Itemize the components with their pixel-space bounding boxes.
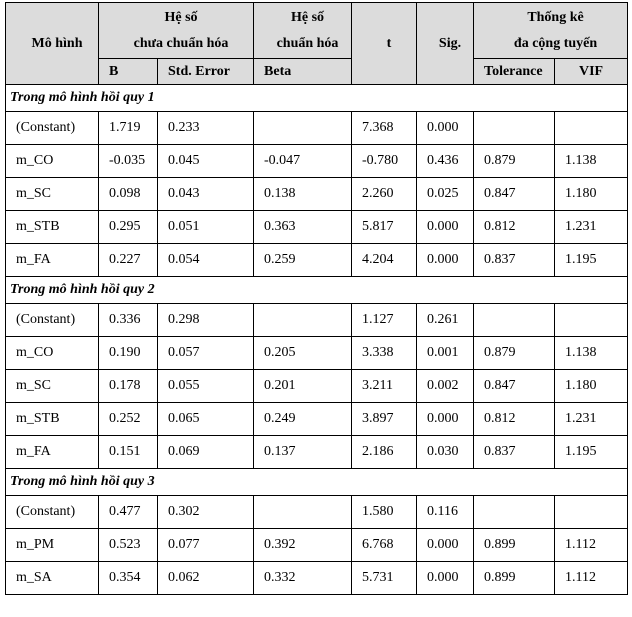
vif-cell: 1.180	[555, 370, 628, 403]
sig-cell: 0.000	[417, 211, 474, 244]
variable-cell: (Constant)	[6, 112, 99, 145]
table-row	[6, 496, 628, 529]
col-header-sig: Sig.	[417, 3, 474, 85]
sig-cell: 0.000	[417, 529, 474, 562]
sig-cell: 0.000	[417, 112, 474, 145]
std-error-cell: 0.065	[158, 403, 254, 436]
tolerance-cell	[474, 112, 555, 145]
std-error-cell: 0.055	[158, 370, 254, 403]
col-header-beta: Beta	[254, 59, 352, 85]
table-row	[6, 403, 628, 436]
beta-cell: 0.137	[254, 436, 352, 469]
b-cell: 0.477	[99, 496, 158, 529]
std-error-cell: 0.069	[158, 436, 254, 469]
variable-cell: (Constant)	[6, 496, 99, 529]
std-error-cell: 0.302	[158, 496, 254, 529]
tolerance-cell: 0.879	[474, 337, 555, 370]
t-cell: 2.260	[352, 178, 417, 211]
table-row	[6, 211, 628, 244]
tolerance-cell: 0.899	[474, 529, 555, 562]
col-header-model: Mô hình	[6, 3, 99, 85]
t-cell: -0.780	[352, 145, 417, 178]
sig-cell: 0.001	[417, 337, 474, 370]
vif-cell: 1.231	[555, 403, 628, 436]
sig-cell: 0.030	[417, 436, 474, 469]
col-header-tolerance: Tolerance	[474, 59, 555, 85]
tolerance-cell: 0.837	[474, 436, 555, 469]
variable-cell: m_PM	[6, 529, 99, 562]
vif-cell	[555, 496, 628, 529]
b-cell: 0.336	[99, 304, 158, 337]
unstandardized-line1: Hệ số	[164, 9, 198, 25]
variable-cell: m_FA	[6, 244, 99, 277]
variable-cell: m_SA	[6, 562, 99, 595]
beta-cell: 0.332	[254, 562, 352, 595]
t-cell: 2.186	[352, 436, 417, 469]
vif-cell: 1.112	[555, 562, 628, 595]
std-error-cell: 0.045	[158, 145, 254, 178]
sig-cell: 0.025	[417, 178, 474, 211]
t-cell: 5.731	[352, 562, 417, 595]
tolerance-cell	[474, 496, 555, 529]
b-cell: 0.252	[99, 403, 158, 436]
sig-cell: 0.436	[417, 145, 474, 178]
section-row	[6, 85, 628, 112]
beta-cell	[254, 304, 352, 337]
sig-cell: 0.002	[417, 370, 474, 403]
table-row	[6, 178, 628, 211]
b-cell: 0.151	[99, 436, 158, 469]
variable-cell: m_STB	[6, 211, 99, 244]
std-error-cell: 0.054	[158, 244, 254, 277]
beta-cell: 0.205	[254, 337, 352, 370]
variable-cell: m_SC	[6, 370, 99, 403]
b-cell: 0.295	[99, 211, 158, 244]
variable-cell: m_CO	[6, 145, 99, 178]
tolerance-cell: 0.812	[474, 211, 555, 244]
beta-cell: -0.047	[254, 145, 352, 178]
b-cell: 0.354	[99, 562, 158, 595]
table-row	[6, 529, 628, 562]
tolerance-cell: 0.812	[474, 403, 555, 436]
t-cell: 6.768	[352, 529, 417, 562]
beta-cell	[254, 496, 352, 529]
beta-cell: 0.259	[254, 244, 352, 277]
std-error-cell: 0.233	[158, 112, 254, 145]
tolerance-cell: 0.847	[474, 178, 555, 211]
vif-cell: 1.195	[555, 244, 628, 277]
col-header-standardized	[254, 3, 352, 59]
variable-cell: (Constant)	[6, 304, 99, 337]
b-cell: 0.523	[99, 529, 158, 562]
t-cell: 5.817	[352, 211, 417, 244]
beta-cell: 0.201	[254, 370, 352, 403]
t-cell: 1.127	[352, 304, 417, 337]
tolerance-cell: 0.879	[474, 145, 555, 178]
beta-cell: 0.392	[254, 529, 352, 562]
section-title: Trong mô hình hồi quy 1	[6, 85, 628, 112]
table-row	[6, 145, 628, 178]
beta-cell: 0.363	[254, 211, 352, 244]
table-row	[6, 337, 628, 370]
std-error-cell: 0.051	[158, 211, 254, 244]
table-body	[6, 85, 628, 595]
beta-cell: 0.249	[254, 403, 352, 436]
tolerance-cell: 0.899	[474, 562, 555, 595]
collinearity-line2: đa cộng tuyến	[513, 35, 598, 51]
collinearity-line1: Thống kê	[527, 9, 584, 25]
table-row	[6, 304, 628, 337]
variable-cell: m_SC	[6, 178, 99, 211]
t-cell: 4.204	[352, 244, 417, 277]
table-row	[6, 112, 628, 145]
tolerance-cell: 0.837	[474, 244, 555, 277]
std-error-cell: 0.043	[158, 178, 254, 211]
vif-cell: 1.195	[555, 436, 628, 469]
section-title: Trong mô hình hồi quy 2	[6, 277, 628, 304]
b-cell: 0.227	[99, 244, 158, 277]
section-row	[6, 469, 628, 496]
b-cell: 0.098	[99, 178, 158, 211]
std-error-cell: 0.057	[158, 337, 254, 370]
b-cell: -0.035	[99, 145, 158, 178]
t-cell: 7.368	[352, 112, 417, 145]
t-cell: 1.580	[352, 496, 417, 529]
vif-cell: 1.138	[555, 145, 628, 178]
table-row	[6, 436, 628, 469]
col-header-b: B	[99, 59, 158, 85]
t-cell: 3.211	[352, 370, 417, 403]
sig-cell: 0.000	[417, 403, 474, 436]
header-row-sub	[6, 59, 628, 85]
b-cell: 0.190	[99, 337, 158, 370]
unstandardized-line2: chưa chuẩn hóa	[133, 35, 229, 51]
standardized-line2: chuẩn hóa	[276, 35, 339, 51]
vif-cell: 1.112	[555, 529, 628, 562]
vif-cell: 1.138	[555, 337, 628, 370]
sig-cell: 0.000	[417, 562, 474, 595]
standardized-line1: Hệ số	[290, 9, 325, 25]
vif-cell: 1.180	[555, 178, 628, 211]
section-row	[6, 277, 628, 304]
table-row	[6, 370, 628, 403]
section-title: Trong mô hình hồi quy 3	[6, 469, 628, 496]
std-error-cell: 0.077	[158, 529, 254, 562]
t-cell: 3.897	[352, 403, 417, 436]
b-cell: 0.178	[99, 370, 158, 403]
b-cell: 1.719	[99, 112, 158, 145]
sig-cell: 0.261	[417, 304, 474, 337]
regression-coefficients-table	[5, 2, 628, 595]
col-header-unstandardized	[99, 3, 254, 59]
tolerance-cell	[474, 304, 555, 337]
sig-cell: 0.000	[417, 244, 474, 277]
std-error-cell: 0.062	[158, 562, 254, 595]
variable-cell: m_CO	[6, 337, 99, 370]
beta-cell	[254, 112, 352, 145]
sig-cell: 0.116	[417, 496, 474, 529]
variable-cell: m_STB	[6, 403, 99, 436]
table-row	[6, 562, 628, 595]
header-row-top	[6, 3, 628, 59]
t-cell: 3.338	[352, 337, 417, 370]
col-header-vif: VIF	[555, 59, 628, 85]
col-header-t: t	[352, 3, 417, 85]
table-row	[6, 244, 628, 277]
vif-cell	[555, 112, 628, 145]
vif-cell: 1.231	[555, 211, 628, 244]
beta-cell: 0.138	[254, 178, 352, 211]
std-error-cell: 0.298	[158, 304, 254, 337]
variable-cell: m_FA	[6, 436, 99, 469]
col-header-std-error: Std. Error	[158, 59, 254, 85]
tolerance-cell: 0.847	[474, 370, 555, 403]
vif-cell	[555, 304, 628, 337]
col-header-collinearity	[474, 3, 628, 59]
